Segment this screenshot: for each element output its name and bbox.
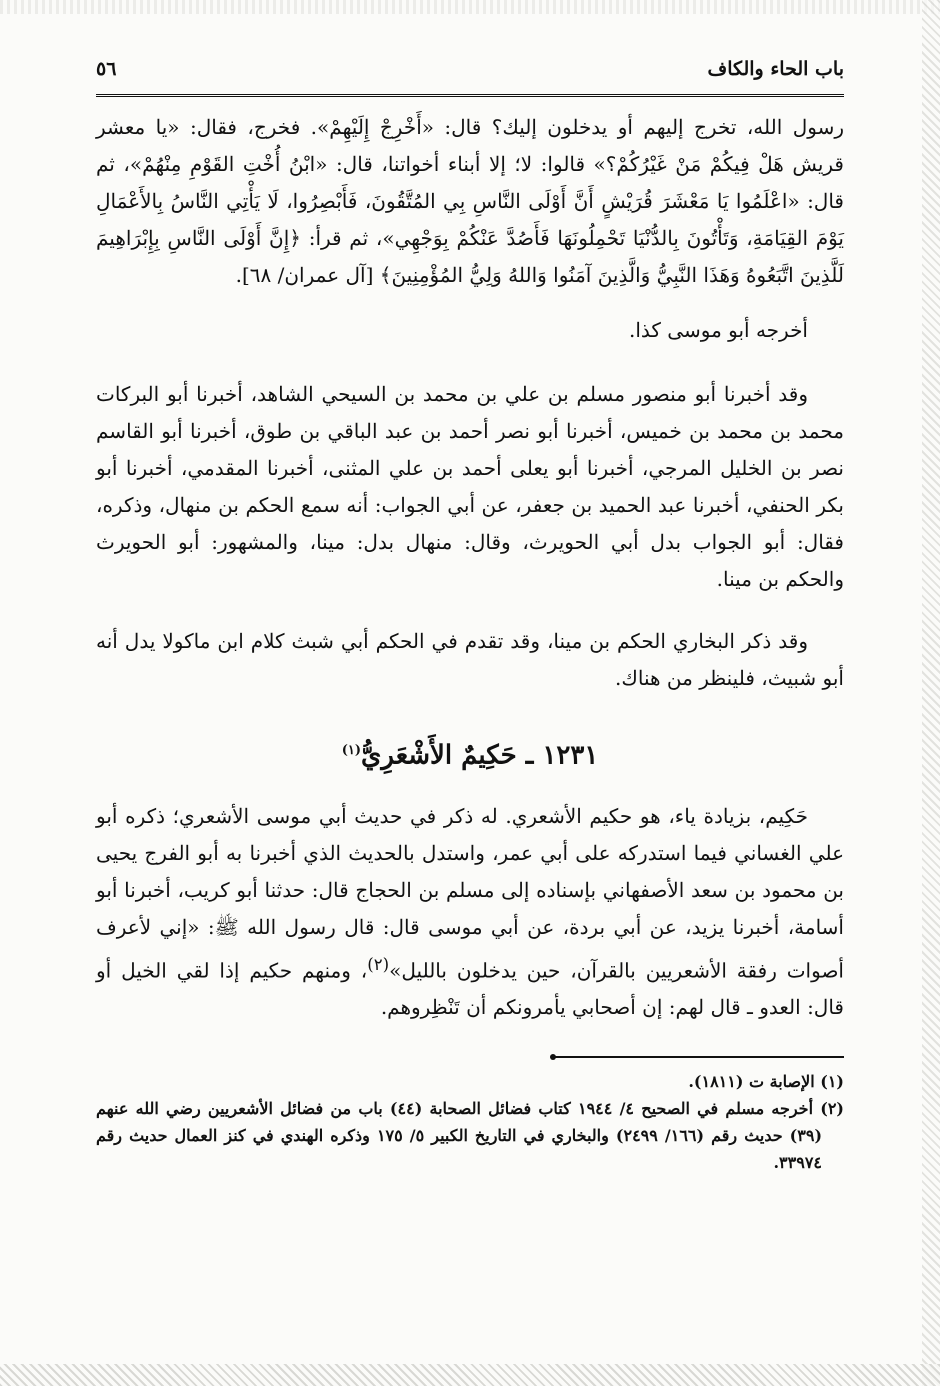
paragraph-entry-body [96, 798, 844, 1027]
entry-body-text: حَكِيم، بزيادة ياء، هو حكيم الأشعري. له ذكر في حديث أبي موسى الأشعري؛ ذكره أبو علي الغساني فيما استدركه على أبي عمر، واستدل بالحديث الذي أخبرنا به أبو الفرج يحيى بن محمود بن سعد الأصفهاني بإسناده إلى مسلم بن الحجاج قال: حدثنا أبو كريب، أخبرنا أبو أسامة، أخبرنا يزيد، عن أبي بردة، عن أبي موسى قال: قال رسول الله ﷺ: «إني لأعرف أصوات رفقة الأشعريين بالقرآن، حين يدخلون بالليل» [96, 803, 844, 983]
paragraph-note: وقد ذكر البخاري الحكم بن مينا، وقد تقدم في الحكم أبي شبث كلام ابن ماكولا يدل أنه أبو شبيث، فلينظر من هناك. [96, 629, 844, 690]
entry-title [96, 731, 844, 776]
book-page [96, 58, 844, 1176]
bottom-border-ornament [0, 1364, 940, 1386]
entry-body-tail: ، ومنهم حكيم إذا لقي الخيل أو قال: العدو ـ قال لهم: إن أصحابي يأمرونكم أن تَنْظِروهم. [96, 958, 844, 1020]
entry-title-ref: (١) [341, 743, 361, 758]
top-border-ornament [0, 0, 940, 14]
paragraph-attribution: أخرجه أبو موسى كذا. [629, 318, 808, 342]
paragraph-hadith: رسول الله، تخرج إليهم أو يدخلون إليك؟ قال: «أَخْرِجْ إِلَيْهِمْ». فخرج، فقال: «يا معشر قريش هَلْ فِيكُمْ مَنْ غَيْرُكُمْ؟» قالوا: لا؛ إلا أبناء أخواتنا، قال: «ابْنُ أُخْتِ القَوْمِ مِنْهُمْ»، ثم قال: «اعْلَمُوا يَا مَعْشَرَ قُرَيْشٍ أَنَّ أَوْلَى النَّاسِ بِي المُتَّقُونَ، فَأَبْصِرُوا، لَا يَأْتِي النَّاسُ بِالأَعْمَالِ يَوْمَ القِيَامَةِ، وَتَأْتُونَ بِالدُّنْيَا تَحْمِلُونَهَا فَأَصُدَّ عَنْكُمْ بِوَجْهِي»، ثم قرأ: ﴿إِنَّ أَوْلَى النَّاسِ بِإِبْرَاهِيمَ لَلَّذِينَ اتَّبَعُوهُ وَهَذَا النَّبِيُّ وَالَّذِينَ آمَنُوا وَاللهُ وَلِيُّ المُؤْمِنِينَ﴾ [آل عمران/ ٦٨]. [96, 115, 844, 287]
paragraph-isnad: وقد أخبرنا أبو منصور مسلم بن علي بن محمد بن السيحي الشاهد، أخبرنا أبو البركات محمد بن محمد بن خميس، أخبرنا أبو نصر أحمد بن عبد الباقي بن طوق، أخبرنا أبو القاسم نصر بن الخليل المرجي، أخبرنا أبو يعلى أحمد بن علي المثنى، أخبرنا المقدمي، أخبرنا أبو بكر الحنفي، أخبرنا عبد الحميد بن جعفر، عن أبي الجواب: أنه سمع الحكم بن منهال، وذكره، فقال: أبو الجواب بدل أبي الحويرث، وقال: منهال بدل: مينا، والمشهور: أبو الحويرث والحكم بن مينا. [96, 382, 844, 591]
footnote-2: (٢) أخرجه مسلم في الصحيح ٤/ ١٩٤٤ كتاب فضائل الصحابة (٤٤) باب من فضائل الأشعريين رضي الله عنهم (٣٩) حديث رقم (١٦٦/ ٢٤٩٩) والبخاري في التاريخ الكبير ٥/ ١٧٥ وذكره الهندي في كنز العمال حديث رقم ٣٣٩٧٤. [96, 1099, 844, 1173]
right-border-ornament [922, 0, 940, 1386]
page-number: ٥٦ [96, 58, 117, 80]
footnote-1: (١) الإصابة ت (١٨١١). [688, 1072, 844, 1092]
entry-body-ref: (٢) [367, 954, 390, 974]
entry-title-text: ١٢٣١ ـ حَكِيمٌ الأَشْعَرِيُّ [361, 740, 599, 771]
footnotes [96, 1068, 844, 1176]
running-header [96, 58, 844, 97]
section-title: باب الحاء والكاف [707, 58, 844, 80]
footnote-rule [554, 1056, 844, 1058]
